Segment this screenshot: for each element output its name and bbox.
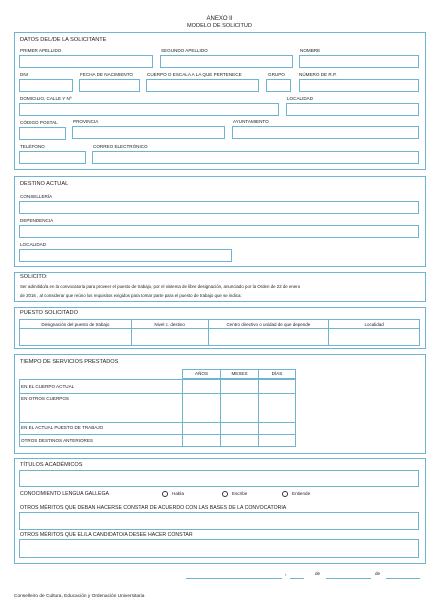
email-field[interactable]	[92, 151, 419, 164]
province-field[interactable]	[72, 126, 225, 139]
phone-label: TELÉFONO	[20, 144, 45, 149]
service-time-heading: TIEMPO DE SERVICIOS PRESTADOS	[20, 359, 119, 365]
date-de-2: de	[375, 571, 381, 576]
post-locality-cell[interactable]	[329, 329, 420, 346]
months-other-bodies[interactable]	[220, 393, 259, 423]
email-label: CORREO ELECTRÓNICO	[93, 144, 148, 149]
recipient: Conselleiro de Cultura, Educación y Ordenación Universitaria	[14, 594, 145, 599]
form-title: MODELO DE SOLICITUD	[187, 23, 252, 29]
months-current-body[interactable]	[220, 379, 259, 394]
request-heading: SOLICITO:	[20, 274, 48, 280]
applicant-heading: DATOS DEL/DE LA SOLICITANTE	[20, 37, 107, 43]
writes-radio[interactable]	[222, 491, 228, 497]
days-current-body[interactable]	[258, 379, 296, 394]
first-surname-field[interactable]	[19, 55, 153, 68]
dni-label: DNI	[20, 72, 28, 77]
years-other-bodies[interactable]	[182, 393, 221, 423]
birth-date-label: FECHA DE NACIMIENTO	[80, 72, 134, 77]
year-line[interactable]	[386, 578, 420, 579]
annex-number: ANEXO II	[206, 16, 233, 22]
extra-merits-label: OTROS MÉRITOS QUE EL/LA CANDIDATO/A DESEE HACER CONSTAR	[20, 532, 193, 538]
post-level-cell[interactable]	[131, 329, 208, 346]
requested-post-heading: PUESTO SOLICITADO	[20, 310, 78, 316]
department-label: DEPENDENCIA	[20, 218, 54, 223]
group-field[interactable]	[266, 79, 291, 92]
body-field[interactable]	[146, 79, 259, 92]
galician-label: CONOCIMIENTO LENGUA GALLEGA	[20, 491, 109, 497]
understands-label: Entiende	[292, 491, 311, 496]
writes-label: Escribe	[232, 491, 248, 496]
group-label: GRUPO	[268, 72, 285, 77]
years-header: AÑOS	[194, 371, 209, 376]
birth-date-field[interactable]	[79, 79, 140, 92]
months-previous-posts[interactable]	[220, 434, 259, 447]
rp-number-label: NÚMERO DE R.P.	[299, 72, 337, 77]
current-locality-field[interactable]	[19, 249, 232, 262]
second-surname-field[interactable]	[160, 55, 293, 68]
request-text-line2: de 2016 , al considerar que reúno los requisitos exigidos para tomar parte para el puesto de trabajo que se indica:	[20, 293, 242, 298]
extra-merits-field[interactable]	[19, 539, 419, 558]
post-unit-cell[interactable]	[208, 329, 329, 346]
council-field[interactable]	[232, 126, 419, 139]
name-label: NOMBRE	[300, 48, 321, 53]
date-comma: ,	[285, 571, 287, 577]
place-line[interactable]	[186, 578, 282, 579]
required-merits-field[interactable]	[19, 512, 419, 530]
post-designation-cell[interactable]	[20, 329, 132, 346]
second-surname-label: SEGUNDO APELLIDO	[161, 48, 208, 53]
degrees-field[interactable]	[19, 470, 419, 487]
council-label: AYUNTAMIENTO	[233, 119, 269, 124]
days-previous-posts[interactable]	[258, 434, 296, 447]
postal-code-field[interactable]	[19, 127, 66, 140]
speaks-radio[interactable]	[162, 491, 168, 497]
ministry-label: CONSELLERÍA	[20, 194, 53, 199]
column-header: Centro directivo o unidad de que depende	[208, 320, 329, 329]
address-field[interactable]	[19, 103, 279, 116]
column-header: Localidad	[329, 320, 420, 329]
service-row-label: EN OTROS CUERPOS	[21, 396, 69, 401]
name-field[interactable]	[299, 55, 419, 68]
locality-label: LOCALIDAD	[287, 96, 314, 101]
months-header: MESES	[231, 371, 248, 376]
postal-code-label: CÓDIGO POSTAL	[20, 120, 58, 125]
date-de-1: de	[315, 571, 321, 576]
rp-number-field[interactable]	[299, 79, 419, 92]
ministry-field[interactable]	[19, 201, 419, 214]
column-header: Nivel c. destino	[131, 320, 208, 329]
service-row-label: EN EL ACTUAL PUESTO DE TRABAJO	[21, 425, 104, 430]
address-label: DOMICILIO, CALLE Y Nº	[20, 96, 72, 101]
years-current-body[interactable]	[182, 379, 221, 394]
province-label: PROVINCIA	[73, 119, 99, 124]
days-other-bodies[interactable]	[258, 393, 296, 423]
month-line[interactable]	[326, 578, 371, 579]
understands-radio[interactable]	[282, 491, 288, 497]
phone-field[interactable]	[19, 151, 86, 164]
request-text-line1: Ser admitido/a en la convocatoria para proveer el puesto de trabajo, por el sistema de libre designación, anunciado por la Orden de 22 de enero	[20, 284, 301, 289]
speaks-label: Habla	[172, 491, 185, 496]
department-field[interactable]	[19, 225, 419, 238]
requested-post-table	[19, 319, 420, 346]
required-merits-label: OTROS MÉRITOS QUE DEBAN HACERSE CONSTAR DE ACUERDO CON LAS BASES DE LA CONVOCATORIA	[20, 505, 287, 511]
locality-field[interactable]	[286, 103, 419, 116]
service-row-label: OTROS DESTINOS ANTERIORES	[21, 438, 93, 443]
first-surname-label: PRIMER APELLIDO	[20, 48, 62, 53]
service-row-label: EN EL CUERPO ACTUAL	[21, 384, 75, 389]
current-post-heading: DESTINO ACTUAL	[20, 181, 69, 187]
column-header: Designación del puesto de trabajo	[20, 320, 132, 329]
degrees-heading: TÍTULOS ACADÉMICOS	[20, 462, 83, 468]
applicant-section	[14, 32, 426, 170]
dni-field[interactable]	[19, 79, 73, 92]
current-locality-label: LOCALIDAD	[20, 242, 47, 247]
years-previous-posts[interactable]	[182, 434, 221, 447]
days-header: DÍAS	[271, 371, 283, 376]
body-label: CUERPO O ESCALA A LA QUE PERTENECE	[147, 72, 242, 77]
day-line[interactable]	[290, 578, 304, 579]
